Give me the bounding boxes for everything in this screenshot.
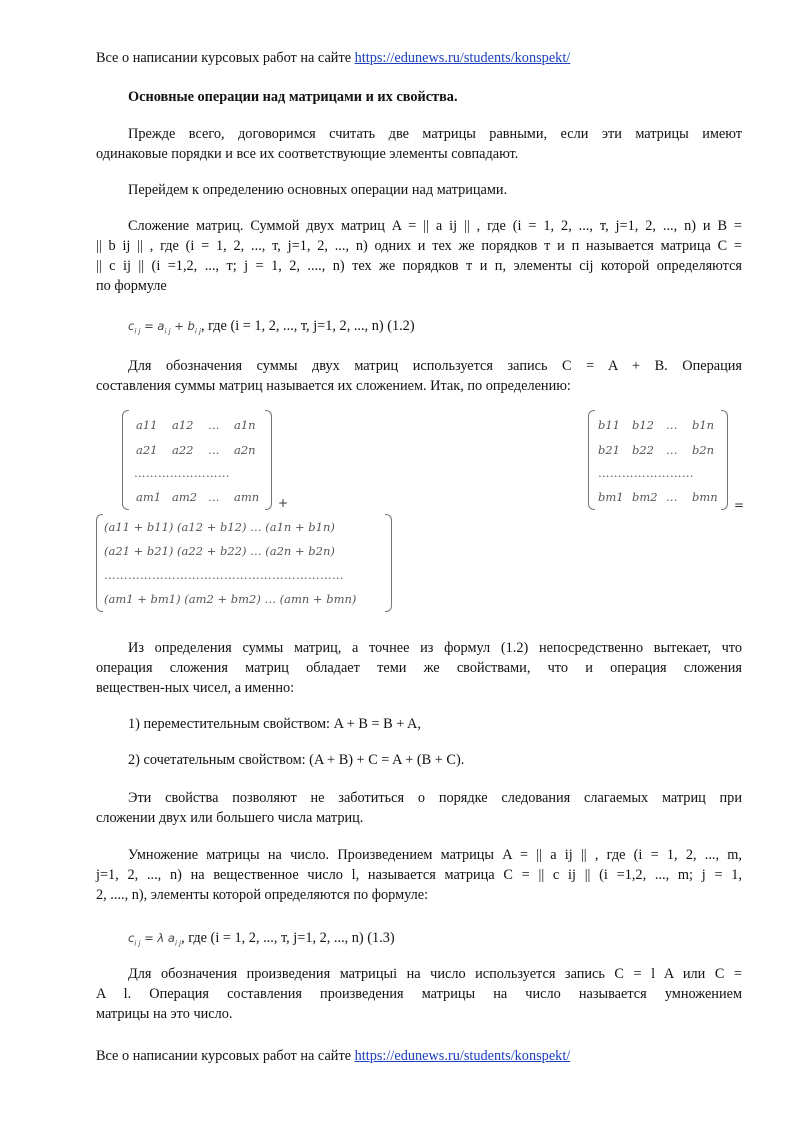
property-1: 1) переместительным свойством: A + B = B + A, [128, 716, 421, 732]
paragraph-6-line-2: сложении двух или большего числа матриц. [96, 810, 364, 826]
paragraph-5-line-1: Из определения суммы матриц, а точнее из формул (1.2) непосредственно вытекает, что [128, 640, 742, 656]
property-2: 2) сочетательным свойством: (A + B) + C = A + (B + C). [128, 752, 465, 768]
paragraph-7-line-1: Умножение матрицы на число. Произведением матрицы A = || a ij || , где (i = 1, 2, ..., m, [128, 847, 742, 863]
paragraph-8-line-3: матрицы на это число. [96, 1006, 233, 1022]
formula-product-image: $c_{i j} = \lambda$ $a_{i j}$ [128, 931, 182, 948]
paragraph-8-line-2: A l. Операция составления произведения матрицы на число называется умножением [96, 986, 742, 1002]
matrix-a: a11 a12 … a1n a21 a22 … a2n …………………… am1 am2 … amn [122, 410, 272, 510]
equals-sign: = [734, 498, 745, 512]
paragraph-2: Перейдем к определению основных операции над матрицами. [128, 182, 508, 198]
formula-product-text: , где (i = 1, 2, ..., т, j=1, 2, ..., n) (1.3) [181, 930, 395, 946]
paragraph-3-line-2: || b ij || , где (i = 1, 2, ..., т, j=1, 2, ..., n) одних и тех же порядков т и п называется матрица C = [96, 238, 742, 254]
header-link[interactable]: https://edunews.ru/students/konspekt/ [354, 50, 571, 66]
matrix-sum: (a11 + b11) (a12 + b12) … (a1n + b1n) (a21 + b21) (a22 + b22) … (a2n + b2n) …………………………………………………… (am1 + bm1) (am2 + bm2) … (amn + bmn) [96, 514, 392, 612]
plus-sign: + [278, 496, 289, 510]
paragraph-5-line-3: веществен-ных чисел, а именно: [96, 680, 295, 696]
paragraph-8-line-1: Для обозначения произведения матрицыi на число используется запись C = l A или C = [128, 966, 742, 982]
formula-sum-image: $c_{i j} = a_{i j} + b_{i j}$ [128, 319, 201, 336]
formula-product [128, 928, 395, 953]
paragraph-3-line-3: || c ij || (i =1,2, ..., т; j = 1, 2, ...., n) тех же порядков т и п, элементы cij которой определяются [96, 258, 742, 274]
formula-sum [128, 316, 415, 341]
footer-link[interactable]: https://edunews.ru/students/konspekt/ [354, 1048, 571, 1064]
footer: Все о написании курсовых работ на сайте https://edunews.ru/students/konspekt/ [96, 1048, 571, 1064]
paragraph-1-line-2: одинаковые порядки и все их соответствующие элементы совпадают. [96, 146, 519, 162]
paragraph-7-line-3: 2, ...., n), элементы которой определяются по формуле: [96, 887, 429, 903]
paragraph-4-line-2: составления суммы матриц называется их сложением. Итак, по определению: [96, 378, 571, 394]
paragraph-1-line-1: Прежде всего, договоримся считать две матрицы равными, если эти матрицы имеют [128, 126, 742, 142]
section-title: Основные операции над матрицами и их свойства. [128, 89, 458, 105]
formula-sum-text: , где (i = 1, 2, ..., т, j=1, 2, ..., n) (1.2) [200, 318, 415, 334]
header: Все о написании курсовых работ на сайте https://edunews.ru/students/konspekt/ [96, 50, 571, 66]
paragraph-4-line-1: Для обозначения суммы двух матриц используется запись C = A + B. Операция [128, 358, 742, 374]
paragraph-3-line-1: Сложение матриц. Суммой двух матриц A = || a ij || , где (i = 1, 2, ..., т, j=1, 2, ..., n) и B = [128, 218, 742, 234]
matrix-b: b11 b12 … b1n b21 b22 … b2n …………………… bm1 bm2 … bmn [588, 410, 728, 510]
paragraph-7-line-2: j=1, 2, ..., n) на вещественное число l, называется матрица C = || c ij || (i =1,2, ..., m; j = 1, [96, 867, 742, 883]
paragraph-3-line-4: по формуле [96, 278, 167, 294]
paragraph-5-line-2: операция сложения матриц обладает теми же свойствами, что и операция сложения [96, 660, 742, 676]
paragraph-6-line-1: Эти свойства позволяют не заботиться о порядке следования слагаемых матриц при [128, 790, 742, 806]
